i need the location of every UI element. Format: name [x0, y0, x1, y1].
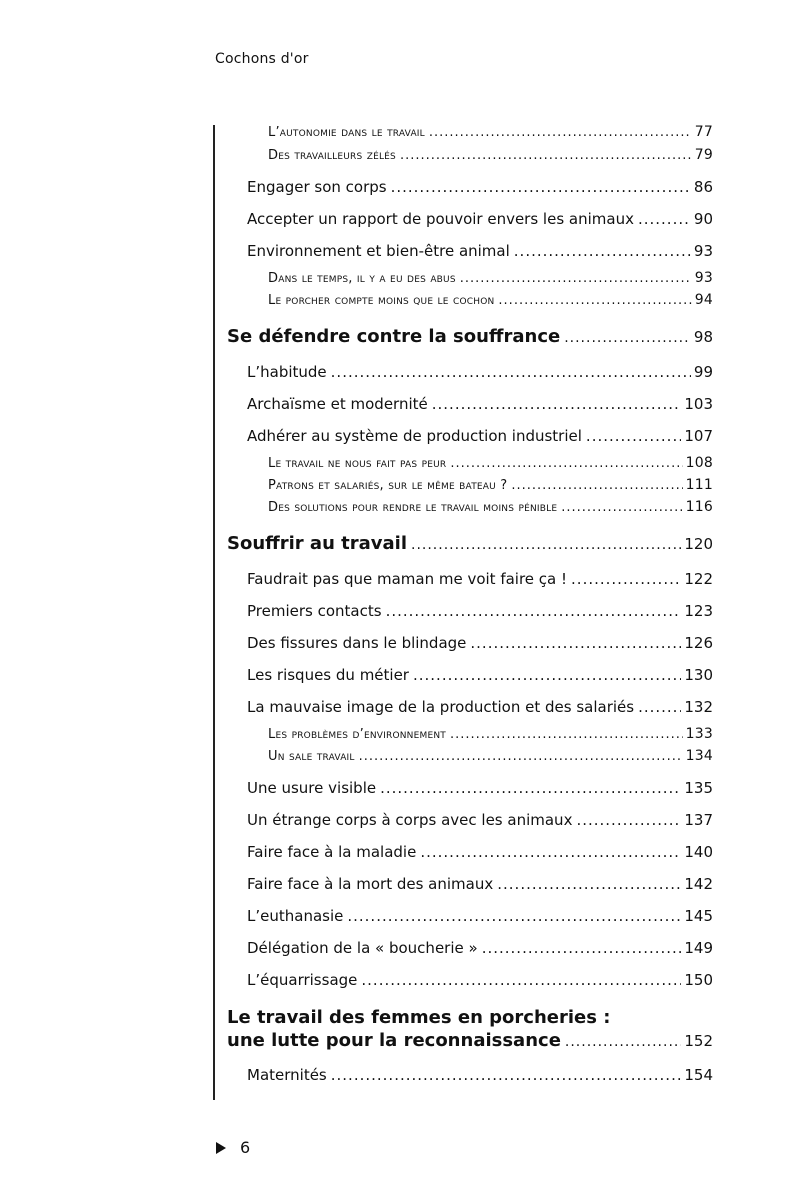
toc-entry-title: Délégation de la « boucherie »: [247, 939, 478, 957]
toc-entry-page: 133: [685, 726, 713, 742]
toc-entry-page: 154: [684, 1066, 713, 1084]
toc-entry-title: L’euthanasie: [247, 907, 344, 925]
toc-entry-title: Archaïsme et modernité: [247, 395, 428, 413]
toc-entry-page: 135: [684, 779, 713, 797]
toc-entry[interactable]: [247, 907, 713, 925]
toc-entry[interactable]: [268, 499, 713, 515]
toc-entry-title: Faire face à la mort des animaux: [247, 875, 494, 893]
toc-entry-title: Maternités: [247, 1066, 327, 1084]
dot-leader: [498, 293, 691, 308]
toc-entry-title: Les problèmes d’environnement: [268, 727, 446, 742]
dot-leader: [586, 427, 681, 445]
toc-entry-title: Environnement et bien-être animal: [247, 242, 510, 260]
dot-leader: [391, 178, 691, 196]
toc-entry[interactable]: [247, 843, 713, 861]
toc-entry-title: Premiers contacts: [247, 602, 382, 620]
toc-entry-page: 99: [693, 363, 713, 381]
toc-entry-title: L’autonomie dans le travail: [268, 125, 425, 140]
toc-entry[interactable]: [247, 570, 713, 588]
toc-entry[interactable]: [247, 427, 713, 445]
toc-chapter[interactable]: [227, 1030, 713, 1051]
dot-leader: [413, 666, 681, 684]
toc-entry-title: L’habitude: [247, 363, 327, 381]
dot-leader: [380, 779, 681, 797]
toc-chapter[interactable]: [227, 326, 713, 347]
toc-entry-page: 77: [694, 124, 713, 140]
toc-entry[interactable]: [268, 748, 713, 764]
toc-entry-page: 111: [685, 477, 713, 493]
toc-chapter-page: 152: [684, 1032, 713, 1050]
toc-entry-page: 150: [684, 971, 713, 989]
dot-leader: [571, 570, 681, 588]
toc-entry[interactable]: [247, 875, 713, 893]
toc-entry[interactable]: [268, 270, 713, 286]
toc-entry-page: 149: [684, 939, 713, 957]
toc-entry-page: 134: [685, 748, 713, 764]
running-head: Cochons d'or: [215, 51, 309, 67]
dot-leader: [460, 271, 692, 286]
toc-entry-title: Le travail ne nous fait pas peur: [268, 456, 447, 471]
dot-leader: [432, 395, 682, 413]
toc-entry-page: 132: [684, 698, 713, 716]
toc-entry-title: Les risques du métier: [247, 666, 409, 684]
toc-entry[interactable]: [268, 455, 713, 471]
dot-leader: [511, 478, 682, 493]
toc-chapter-title: une lutte pour la reconnaissance: [227, 1030, 561, 1051]
dot-leader: [359, 749, 683, 764]
toc-entry[interactable]: [268, 477, 713, 493]
toc-entry-title: Un étrange corps à corps avec les animaux: [247, 811, 573, 829]
dot-leader: [482, 939, 682, 957]
toc-entry-page: 79: [694, 147, 713, 163]
toc-entry-page: 93: [694, 270, 713, 286]
toc-entry[interactable]: [268, 726, 713, 742]
toc-entry-title: Des travailleurs zélés: [268, 148, 396, 163]
toc-chapter[interactable]: [227, 533, 713, 554]
toc-entry[interactable]: [247, 939, 713, 957]
page-footer: [216, 1138, 250, 1157]
toc-entry-title: Des solutions pour rendre le travail moins pénible: [268, 500, 558, 515]
toc-entry[interactable]: [247, 1066, 713, 1084]
dot-leader: [450, 456, 682, 471]
toc-chapter-title: Souffrir au travail: [227, 533, 407, 554]
toc-entry-page: 86: [693, 178, 713, 196]
toc-entry-title: Faire face à la maladie: [247, 843, 417, 861]
toc-entry[interactable]: [268, 124, 713, 140]
toc-entry[interactable]: [247, 242, 713, 260]
toc-entry-page: 108: [685, 455, 713, 471]
dot-leader: [638, 210, 691, 228]
toc-entry-page: 107: [684, 427, 713, 445]
toc-entry-title: Patrons et salariés, sur le même bateau ?: [268, 478, 508, 493]
toc-entry[interactable]: [247, 811, 713, 829]
dot-leader: [638, 698, 681, 716]
toc-entry-page: 93: [693, 242, 713, 260]
toc-entry[interactable]: [247, 602, 713, 620]
toc-entry[interactable]: [247, 698, 713, 716]
dot-leader: [361, 971, 681, 989]
toc-entry[interactable]: [247, 178, 713, 196]
toc-entry-title: L’équarrissage: [247, 971, 358, 989]
toc-entry[interactable]: [247, 634, 713, 652]
dot-leader: [576, 811, 681, 829]
toc-entry-title: Adhérer au système de production industriel: [247, 427, 582, 445]
toc-entry-title: Accepter un rapport de pouvoir envers les animaux: [247, 210, 634, 228]
toc-entry-page: 126: [684, 634, 713, 652]
dot-leader: [420, 843, 681, 861]
toc-entry-title: Un sale travail: [268, 749, 355, 764]
vertical-rule: [213, 125, 215, 1100]
toc-entry[interactable]: [247, 210, 713, 228]
toc-chapter-page: 98: [693, 328, 713, 346]
toc-chapter-title-line1[interactable]: Le travail des femmes en porcheries :: [227, 1007, 611, 1028]
toc-entry-page: 140: [684, 843, 713, 861]
toc-entry-page: 90: [693, 210, 713, 228]
dot-leader: [411, 537, 681, 553]
toc-entry-page: 94: [694, 292, 713, 308]
dot-leader: [565, 1034, 681, 1050]
toc-entry-page: 103: [684, 395, 713, 413]
toc-entry-page: 142: [684, 875, 713, 893]
toc-entry-title: Dans le temps, il y a eu des abus: [268, 271, 456, 286]
dot-leader: [561, 500, 682, 515]
toc-entry[interactable]: [247, 666, 713, 684]
toc-entry-page: 123: [684, 602, 713, 620]
dot-leader: [514, 242, 691, 260]
toc-entry-page: 116: [685, 499, 713, 515]
toc-entry[interactable]: [268, 147, 713, 163]
toc-entry[interactable]: [247, 363, 713, 381]
toc-entry-page: 130: [684, 666, 713, 684]
toc-entry-title: Des fissures dans le blindage: [247, 634, 467, 652]
toc-entry-page: 137: [684, 811, 713, 829]
dot-leader: [450, 727, 683, 742]
toc-entry-title: Le porcher compte moins que le cochon: [268, 293, 495, 308]
dot-leader: [429, 125, 692, 140]
toc-entry-page: 122: [684, 570, 713, 588]
dot-leader: [400, 148, 692, 163]
dot-leader: [331, 1066, 682, 1084]
toc-entry[interactable]: [268, 292, 713, 308]
play-triangle-icon: [216, 1142, 226, 1154]
toc-entry-title: Faudrait pas que maman me voit faire ça !: [247, 570, 568, 588]
toc-entry-title: Engager son corps: [247, 178, 387, 196]
toc-chapter-title: Se défendre contre la souffrance: [227, 326, 561, 347]
toc-entry-title: La mauvaise image de la production et des salariés: [247, 698, 635, 716]
dot-leader: [470, 634, 681, 652]
page-number: 6: [240, 1138, 251, 1157]
toc-entry-page: 145: [684, 907, 713, 925]
dot-leader: [497, 875, 681, 893]
dot-leader: [386, 602, 682, 620]
toc-entry[interactable]: [247, 971, 713, 989]
toc-entry-title: Une usure visible: [247, 779, 377, 797]
dot-leader: [564, 330, 691, 346]
toc-entry[interactable]: [247, 395, 713, 413]
dot-leader: [331, 363, 691, 381]
toc-chapter-page: 120: [684, 535, 713, 553]
toc-entry[interactable]: [247, 779, 713, 797]
dot-leader: [347, 907, 681, 925]
